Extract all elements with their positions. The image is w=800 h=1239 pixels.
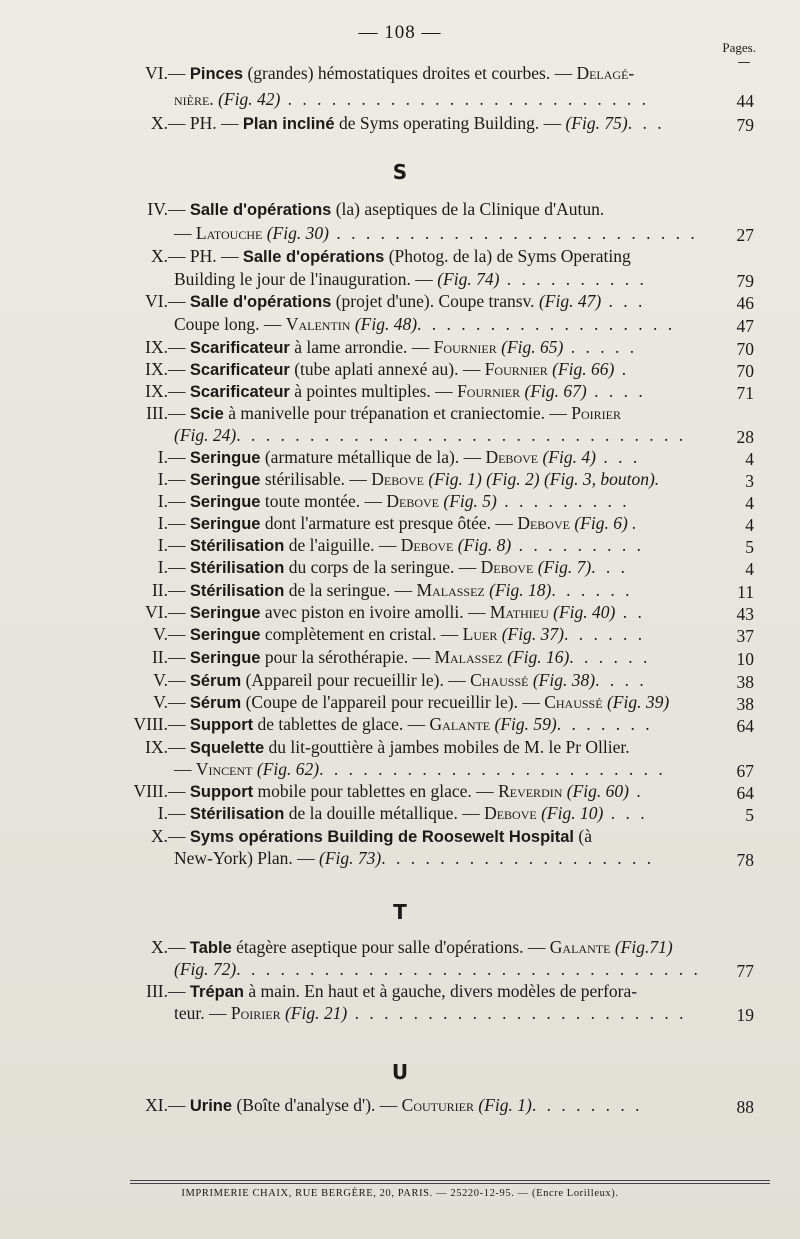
entry-keyword: Seringue xyxy=(189,604,261,622)
page-reference: 44 xyxy=(736,91,754,111)
leader-dots: . . . . . xyxy=(563,337,638,357)
entry-keyword: Seringue xyxy=(189,515,261,533)
volume-numeral: II. xyxy=(151,580,168,600)
figure-reference: (Fig. 62) xyxy=(252,759,320,779)
entry-keyword: Seringue xyxy=(189,493,261,511)
entry-text: New-York) Plan. — xyxy=(174,848,320,868)
page-reference: 64 xyxy=(736,716,754,736)
volume-numeral: X. xyxy=(150,113,168,133)
footer-rule-second xyxy=(130,1183,770,1184)
index-line xyxy=(174,847,654,869)
entry-dash: — xyxy=(168,981,190,1001)
volume-numeral: VI. xyxy=(145,291,168,311)
index-line xyxy=(118,623,645,646)
entry-text: (Appareil pour recueillir le). — xyxy=(241,670,471,690)
index-line xyxy=(118,245,631,268)
author-name: Chaussé xyxy=(470,670,529,690)
entry-keyword: Stérilisation xyxy=(189,537,285,555)
volume-numeral: IX. xyxy=(145,359,168,379)
leader-dots: . . . . . . . . . . xyxy=(499,269,647,289)
author-name: Debove xyxy=(484,803,537,823)
volume-numeral: XI. xyxy=(145,1095,168,1115)
index-line xyxy=(118,490,630,513)
index-line xyxy=(118,62,634,85)
entry-keyword: Scarificateur xyxy=(189,383,290,401)
author-name: Fournier xyxy=(457,381,521,401)
entry-keyword: Scie xyxy=(189,405,224,423)
author-name: Couturier xyxy=(401,1095,475,1115)
entry-dash: — xyxy=(168,803,190,823)
author-name: Fournier xyxy=(484,359,548,379)
author-name: Fournier xyxy=(433,337,497,357)
page-reference: 5 xyxy=(745,537,754,557)
entry-text: de la seringue. — xyxy=(284,580,417,600)
entry-text: à manivelle pour trépanation et craniectomie. — xyxy=(223,403,572,423)
entry-text: (à xyxy=(574,826,592,846)
entry-dash: — xyxy=(168,602,190,622)
entry-dash: — xyxy=(168,403,190,423)
author-name: Luer xyxy=(462,624,498,644)
entry-dash: — xyxy=(168,826,190,846)
entry-dash: — xyxy=(168,63,190,83)
entry-keyword: Plan incliné xyxy=(242,115,335,133)
index-line xyxy=(118,468,659,491)
figure-reference: (Fig. 7) xyxy=(533,557,592,577)
entry-dash: — xyxy=(168,447,190,467)
author-name: Poirier xyxy=(571,403,621,423)
entry-dash: — xyxy=(168,1095,190,1115)
index-line xyxy=(118,980,637,1003)
page-reference: 67 xyxy=(736,761,754,781)
index-line xyxy=(174,1002,686,1024)
author-name: Poirier xyxy=(230,1003,281,1023)
entry-dash: — xyxy=(168,714,190,734)
figure-reference: (Fig. 66) xyxy=(547,359,615,379)
page-reference: 37 xyxy=(736,626,754,646)
entry-keyword: Syms opérations Building de Roosewelt Hospital xyxy=(189,828,575,846)
volume-numeral: II. xyxy=(151,647,168,667)
entry-text: étagère aseptique pour salle d'opérations. — xyxy=(231,937,550,957)
volume-numeral: I. xyxy=(157,513,168,533)
volume-numeral: X. xyxy=(150,246,168,266)
entry-keyword: Trépan xyxy=(189,983,244,1001)
index-line xyxy=(174,958,701,980)
figure-reference: (Fig. 30) xyxy=(262,223,329,243)
figure-reference: (Fig.71) xyxy=(610,937,673,957)
page-reference: 19 xyxy=(736,1005,754,1025)
entry-text: teur. — xyxy=(174,1003,231,1023)
leader-dots: . . . . . . . . . . . . . . . . . . . xyxy=(381,848,655,868)
leader-dots: . . . . . . . . . . . . . . . . . . . . . . . . . . . . . . . xyxy=(236,425,687,445)
leader-dots: . . . . . . xyxy=(569,647,651,667)
entry-keyword: Salle d'opérations xyxy=(242,248,385,266)
page-reference: 3 xyxy=(745,471,754,491)
index-line xyxy=(118,802,648,825)
index-line xyxy=(118,601,645,624)
entry-keyword: Stérilisation xyxy=(189,582,285,600)
page-reference: 71 xyxy=(736,383,754,403)
pages-column-label: Pages. xyxy=(722,40,756,55)
page-reference: 43 xyxy=(736,604,754,624)
entry-dash: — xyxy=(168,937,190,957)
entry-text: (tube aplati annexé au). — xyxy=(289,359,485,379)
entry-dash: — xyxy=(168,624,190,644)
entry-keyword: Sérum xyxy=(189,694,242,712)
leader-dots: . . . . . . . . . . . . . . . . . . . . . . . . . . . . . . . . xyxy=(236,959,701,979)
volume-numeral: VI. xyxy=(145,63,168,83)
volume-numeral: X. xyxy=(150,937,168,957)
entry-text: du corps de la seringue. — xyxy=(284,557,481,577)
page-reference: 5 xyxy=(745,805,754,825)
entry-text: (Photog. de la) de Syms Operating xyxy=(384,246,631,266)
page-reference: 79 xyxy=(736,115,754,135)
entry-keyword: Support xyxy=(189,783,254,801)
volume-numeral: IV. xyxy=(147,199,168,219)
entry-dash: — xyxy=(168,737,190,757)
entry-keyword: Seringue xyxy=(189,471,261,489)
page-reference: 47 xyxy=(736,316,754,336)
index-line xyxy=(118,780,644,803)
figure-reference: (Fig. 67) xyxy=(520,381,587,401)
section-letter-s: S xyxy=(392,160,408,184)
index-line xyxy=(118,825,592,848)
leader-dots: . . . xyxy=(591,557,629,577)
entry-dash: — xyxy=(168,781,190,801)
leader-dots: . . . . . . . . . . . . . . . . . . . . . . . xyxy=(347,1003,687,1023)
entry-text: avec piston en ivoire amolli. — xyxy=(260,602,490,622)
leader-dots: . . . xyxy=(595,447,641,467)
section-letter-t: T xyxy=(393,900,407,924)
page-reference: 27 xyxy=(736,225,754,245)
entry-dash: — xyxy=(168,580,190,600)
author-name: Valentin xyxy=(285,314,351,334)
volume-numeral: VIII. xyxy=(133,714,168,734)
figure-reference: (Fig. 60) xyxy=(562,781,629,801)
entry-dash: — xyxy=(168,535,190,555)
figure-reference: (Fig. 73) xyxy=(319,848,382,868)
leader-dots: . . . . . . . . . xyxy=(496,491,630,511)
figure-reference: (Fig. 5) xyxy=(439,491,497,511)
entry-dash: — xyxy=(168,513,190,533)
author-name: Mathieu xyxy=(489,602,549,622)
author-name: Delagé- xyxy=(576,63,635,83)
leader-dots: . . . . . . . . . . . . . . . . . . xyxy=(417,314,676,334)
volume-numeral: X. xyxy=(150,826,168,846)
page-reference: 70 xyxy=(736,339,754,359)
entry-dash: — xyxy=(174,223,196,243)
entry-dash: — xyxy=(168,670,190,690)
author-name: Latouche xyxy=(195,223,263,243)
page-reference: 4 xyxy=(745,449,754,469)
entry-text: à lame arrondie. — xyxy=(289,337,434,357)
index-line xyxy=(118,402,621,425)
page-reference: 77 xyxy=(736,961,754,981)
entry-keyword: Scarificateur xyxy=(189,361,290,379)
volume-numeral: III. xyxy=(146,981,168,1001)
entry-dash: — PH. — xyxy=(168,246,243,266)
entry-text: (Coupe de l'appareil pour recueillir le). — xyxy=(241,692,545,712)
page-reference: 70 xyxy=(736,361,754,381)
entry-dash: — xyxy=(168,469,190,489)
figure-reference: (Fig. 59) xyxy=(490,714,557,734)
entry-text: (grandes) hémostatiques droites et courbes. — xyxy=(243,63,577,83)
index-line xyxy=(118,713,653,736)
leader-dots: . . . . xyxy=(595,670,647,690)
volume-numeral: I. xyxy=(157,491,168,511)
figure-reference: (Fig. 21) xyxy=(280,1003,348,1023)
figure-reference: (Fig. 8) xyxy=(453,535,512,555)
index-line xyxy=(118,358,629,381)
entry-text: (Boîte d'analyse d'). — xyxy=(232,1095,402,1115)
page-reference: 38 xyxy=(736,694,754,714)
author-name: Galante xyxy=(549,937,611,957)
index-line xyxy=(118,1094,642,1117)
figure-reference: (Fig. 40) xyxy=(548,602,616,622)
volume-numeral: IX. xyxy=(145,737,168,757)
figure-reference: (Fig. 1) (Fig. 2) (Fig. 3, bouton). xyxy=(423,469,660,489)
index-line xyxy=(118,669,647,692)
entry-keyword: Table xyxy=(189,939,232,957)
entry-keyword: Urine xyxy=(189,1097,233,1115)
author-name: Debove xyxy=(386,491,440,511)
entry-dash: — xyxy=(168,692,190,712)
entry-dash: — xyxy=(168,647,190,667)
author-name: Debove xyxy=(371,469,424,489)
leader-dots: . . . . . . xyxy=(563,624,646,644)
leader-dots: . . . . . . . . . . . . . . . . . . . . . . . . . xyxy=(280,89,650,109)
index-line xyxy=(174,758,666,780)
index-line xyxy=(174,222,698,244)
figure-reference: (Fig. 74) xyxy=(437,269,500,289)
index-line xyxy=(118,556,628,579)
entry-keyword: Seringue xyxy=(189,649,261,667)
entry-text: Building le jour de l'inauguration. — xyxy=(174,269,438,289)
entry-keyword: Support xyxy=(189,716,254,734)
volume-numeral: V. xyxy=(153,670,168,690)
entry-text: du lit-gouttière à jambes mobiles de M. le Pr Ollier. xyxy=(264,737,630,757)
author-name: Malassez xyxy=(416,580,485,600)
author-name: Debove xyxy=(400,535,454,555)
leader-dots: . . . . . . . . xyxy=(531,1095,643,1115)
entry-text: de la douille métallique. — xyxy=(284,803,485,823)
figure-reference: (Fig. 18) xyxy=(484,580,552,600)
entry-text: (armature métallique de la). — xyxy=(260,447,486,467)
index-line xyxy=(118,198,604,221)
entry-keyword: Scarificateur xyxy=(189,339,290,357)
page-reference: 64 xyxy=(736,783,754,803)
index-line xyxy=(174,313,675,335)
entry-dash: — xyxy=(168,199,190,219)
figure-reference: (Fig. 65) xyxy=(496,337,564,357)
entry-keyword: Salle d'opérations xyxy=(189,201,332,219)
index-line xyxy=(118,534,644,557)
volume-numeral: I. xyxy=(157,803,168,823)
entry-text: pour la sérothérapie. — xyxy=(260,647,435,667)
leader-dots: . . . . . . xyxy=(551,580,633,600)
entry-text: à main. En haut et à gauche, divers modèles de perfora- xyxy=(243,981,638,1001)
leader-dots: . xyxy=(614,359,630,379)
entry-text: de Syms operating Building. — xyxy=(334,113,566,133)
figure-reference: (Fig. 42) xyxy=(213,89,281,109)
entry-text: à pointes multiples. — xyxy=(289,381,458,401)
page-reference: 4 xyxy=(745,515,754,535)
leader-dots: . . . . xyxy=(586,381,646,401)
entry-keyword: Salle d'opérations xyxy=(189,293,332,311)
entry-text: de l'aiguille. — xyxy=(284,535,401,555)
figure-reference: (Fig. 6) . xyxy=(569,513,637,533)
volume-numeral: V. xyxy=(153,692,168,712)
figure-reference: (Fig. 16) xyxy=(502,647,570,667)
index-line xyxy=(118,579,632,602)
entry-text: (la) aseptiques de la Clinique d'Autun. xyxy=(331,199,605,219)
entry-keyword: Pinces xyxy=(189,65,244,83)
figure-reference: (Fig. 39) xyxy=(602,692,670,712)
entry-text: toute montée. — xyxy=(260,491,387,511)
page-number: — 108 — xyxy=(358,22,442,43)
entry-dash: — xyxy=(168,557,190,577)
page-reference: 4 xyxy=(745,493,754,513)
page-reference: 46 xyxy=(736,293,754,313)
entry-keyword: Seringue xyxy=(189,449,261,467)
entry-keyword: Squelette xyxy=(189,739,265,757)
entry-text: Coupe long. — xyxy=(174,314,286,334)
leader-dots: . . . . . . . . . . . . . . . . . . . . . . . . . xyxy=(328,223,698,243)
leader-dots: . . . xyxy=(601,291,646,311)
printer-imprint: IMPRIMERIE CHAIX, RUE BERGÈRE, 20, PARIS. — 25220-12-95. — (Encre Lorilleux). xyxy=(181,1188,619,1199)
author-name: Galante xyxy=(429,714,491,734)
index-line xyxy=(118,691,669,714)
author-name: nière. xyxy=(174,89,214,109)
index-line xyxy=(118,646,650,669)
index-line xyxy=(118,936,673,959)
volume-numeral: I. xyxy=(157,469,168,489)
page-reference: 11 xyxy=(737,582,754,602)
author-name: Reverdin xyxy=(498,781,563,801)
figure-reference: (Fig. 48) xyxy=(350,314,418,334)
volume-numeral: IX. xyxy=(145,337,168,357)
page-reference: 88 xyxy=(736,1097,754,1117)
index-line xyxy=(174,268,647,290)
entry-dash: — xyxy=(168,291,190,311)
entry-text: mobile pour tablettes en glace. — xyxy=(253,781,499,801)
index-line xyxy=(118,736,630,759)
entry-dash: — PH. — xyxy=(168,113,243,133)
volume-numeral: IX. xyxy=(145,381,168,401)
page-reference: 28 xyxy=(736,427,754,447)
entry-text: dont l'armature est presque ôtée. — xyxy=(260,513,518,533)
author-name: Debove xyxy=(517,513,570,533)
volume-numeral: I. xyxy=(157,557,168,577)
author-name: Debove xyxy=(485,447,539,467)
leader-dots: . . . xyxy=(627,113,665,133)
volume-numeral: I. xyxy=(157,447,168,467)
figure-reference: (Fig. 1) xyxy=(474,1095,532,1115)
index-line xyxy=(118,290,645,313)
entry-dash: — xyxy=(174,759,196,779)
figure-reference: (Fig. 10) xyxy=(536,803,604,823)
volume-numeral: VIII. xyxy=(133,781,168,801)
entry-dash: — xyxy=(168,491,190,511)
volume-numeral: III. xyxy=(146,403,168,423)
index-line xyxy=(118,336,637,359)
page-reference: 4 xyxy=(745,559,754,579)
entry-text: de tablettes de glace. — xyxy=(253,714,430,734)
footer-rule xyxy=(130,1180,770,1181)
page-reference: 10 xyxy=(736,649,754,669)
leader-dots: . . xyxy=(615,602,645,622)
entry-keyword: Seringue xyxy=(189,626,261,644)
author-name: Chaussé xyxy=(544,692,603,712)
page-reference: 38 xyxy=(736,672,754,692)
volume-numeral: V. xyxy=(153,624,168,644)
index-line xyxy=(118,446,640,469)
figure-reference: (Fig. 75) xyxy=(565,113,628,133)
entry-keyword: Stérilisation xyxy=(189,805,285,823)
entry-dash: — xyxy=(168,381,190,401)
figure-reference: (Fig. 38) xyxy=(528,670,596,690)
pages-column-rule xyxy=(738,62,750,63)
index-line xyxy=(174,88,649,110)
entry-keyword: Stérilisation xyxy=(189,559,285,577)
figure-reference: (Fig. 72) xyxy=(174,959,237,979)
leader-dots: . . . . . . . xyxy=(556,714,653,734)
leader-dots: . . . xyxy=(603,803,648,823)
figure-reference: (Fig. 4) xyxy=(538,447,596,467)
author-name: Debove xyxy=(480,557,534,577)
entry-dash: — xyxy=(168,337,190,357)
figure-reference: (Fig. 24) xyxy=(174,425,237,445)
entry-text: (projet d'une). Coupe transv. xyxy=(331,291,539,311)
leader-dots: . . . . . . . . . . . . . . . . . . . . . . . . xyxy=(319,759,666,779)
entry-keyword: Sérum xyxy=(189,672,242,690)
page-reference: 78 xyxy=(736,850,754,870)
figure-reference: (Fig. 47) xyxy=(538,291,602,311)
entry-text: stérilisable. — xyxy=(260,469,372,489)
author-name: Vincent xyxy=(195,759,253,779)
volume-numeral: VI. xyxy=(145,602,168,622)
index-line xyxy=(118,112,665,135)
index-line xyxy=(118,512,637,535)
leader-dots: . xyxy=(629,781,644,801)
section-letter-u: U xyxy=(391,1060,409,1084)
figure-reference: (Fig. 37) xyxy=(497,624,564,644)
volume-numeral: I. xyxy=(157,535,168,555)
leader-dots: . . . . . . . . . xyxy=(511,535,644,555)
index-line xyxy=(174,424,686,446)
entry-text: complètement en cristal. — xyxy=(260,624,463,644)
author-name: Malassez xyxy=(434,647,503,667)
page-reference: 79 xyxy=(736,271,754,291)
entry-dash: — xyxy=(168,359,190,379)
index-line xyxy=(118,380,646,403)
